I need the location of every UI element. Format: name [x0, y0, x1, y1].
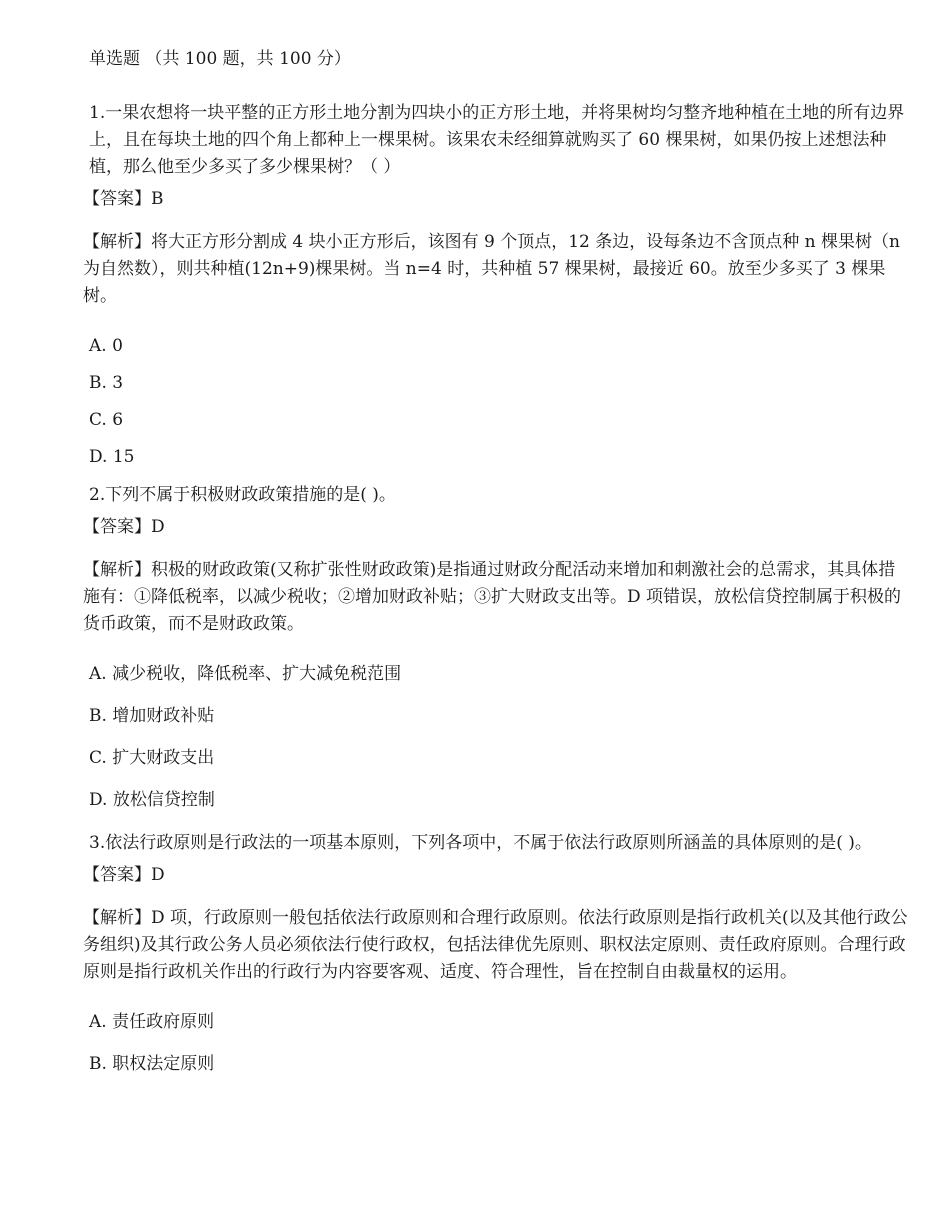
option-list: [89, 1010, 909, 1076]
question-analysis: 【解析】积极的财政政策(又称扩张性财政政策)是指通过财政分配活动来增加和刺激社会的总需求，其具体措施有：①降低税率，以减少税收；②增加财政补贴；③扩大财政支出等。D 项错误，放松信贷控制属于积极的货币政策，而不是财政政策。: [83, 560, 902, 634]
option-d: D. 15: [89, 447, 135, 467]
question-stem: 3.依法行政原则是行政法的一项基本原则，下列各项中，不属于依法行政原则所涵盖的具体原则的是( )。: [89, 833, 872, 853]
option-a: A. 0: [89, 336, 123, 356]
question-1: [83, 100, 909, 469]
question-3: [83, 830, 909, 1076]
option-c: C. 扩大财政支出: [89, 748, 215, 768]
question-stem: 2.下列不属于积极财政政策措施的是( )。: [89, 485, 396, 505]
option-list: [89, 334, 909, 469]
question-answer: 【答案】B: [83, 189, 164, 209]
question-2: [83, 482, 909, 812]
document-page: [83, 44, 909, 1094]
section-header: 单选题 （共 100 题，共 100 分）: [89, 49, 351, 69]
question-stem: 1.一果农想将一块平整的正方形土地分割为四块小的正方形土地，并将果树均匀整齐地种植在土地的所有边界上，且在每块土地的四个角上都种上一棵果树。该果农未经细算就购买了 60 棵果树，如果仍按上述想法种植，那么他至少多买了多少棵果树？（ ）: [89, 103, 905, 177]
option-a: A. 减少税收，降低税率、扩大减免税范围: [89, 664, 402, 684]
question-analysis: 【解析】D 项，行政原则一般包括依法行政原则和合理行政原则。依法行政原则是指行政机关(以及其他行政公务组织)及其行政公务人员必须依法行使行政权，包括法律优先原则、职权法定原则、责任政府原则。合理行政原则是指行政机关作出的行政行为内容要客观、适度、符合理性，旨在控制自由裁量权的运用。: [83, 908, 908, 982]
question-answer: 【答案】D: [83, 865, 165, 885]
option-d: D. 放松信贷控制: [89, 790, 215, 810]
option-b: B. 职权法定原则: [89, 1054, 215, 1074]
question-analysis: 【解析】将大正方形分割成 4 块小正方形后，该图有 9 个顶点，12 条边，设每条边不含顶点种 n 棵果树（n 为自然数），则共种植(12n+9)棵果树。当 n=4 时，共种植 57 棵果树，最接近 60。放至少多买了 3 棵果树。: [83, 232, 900, 306]
question-answer: 【答案】D: [83, 517, 165, 537]
option-c: C. 6: [89, 410, 124, 430]
option-a: A. 责任政府原则: [89, 1012, 215, 1032]
option-b: B. 增加财政补贴: [89, 706, 215, 726]
option-list: [89, 662, 909, 812]
option-b: B. 3: [89, 373, 124, 393]
